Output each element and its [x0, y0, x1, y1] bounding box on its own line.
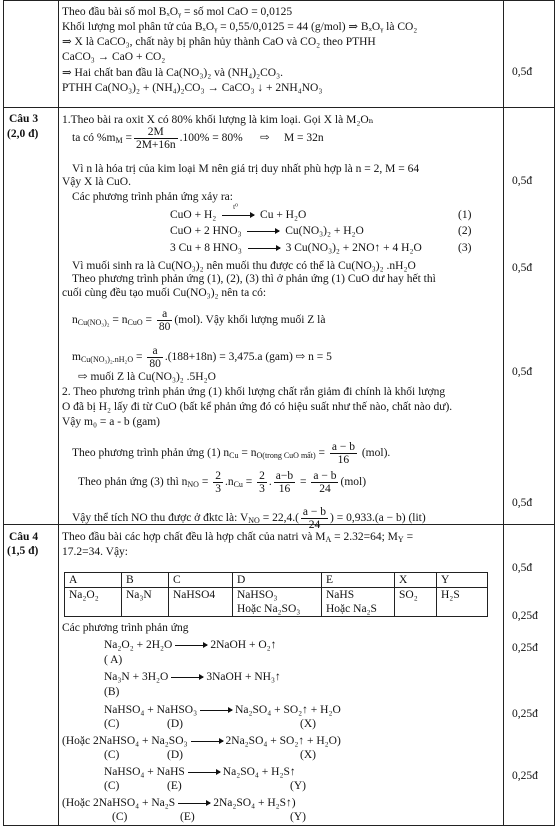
table-header-cell: Y	[437, 573, 488, 588]
q3-line-8: cuối cùng đều tạo muối Cu(NO₃)₂ nên ta có:	[62, 287, 267, 299]
question-3-points: (2,0 đ)	[7, 128, 39, 140]
q3-score-2: 0,5đ	[512, 262, 533, 274]
cell-text: SO₂	[399, 589, 418, 601]
q3-m-fraction	[147, 345, 163, 370]
q3-line-5: Các phương trình phản ứng xảy ra:	[72, 191, 233, 203]
arrow-icon	[188, 772, 220, 773]
part1-score: 0,5đ	[512, 66, 533, 78]
q3-ncu-den: 16	[337, 454, 350, 466]
table-left-border	[3, 0, 4, 826]
q3-line-4: Vậy X là CuO.	[62, 176, 131, 188]
q3-n-eq2: =	[145, 314, 153, 327]
q3-nno-sub: NO	[187, 480, 199, 490]
table-cell	[395, 588, 437, 617]
q4-reaction-1	[104, 639, 276, 652]
table-cell	[233, 588, 322, 617]
q4-score-5: 0,25đ	[512, 770, 538, 782]
q4-r4-left: (Hoặc 2NaHSO₄ + Na₂SO₃	[62, 735, 188, 747]
q4-l1-tail: =	[403, 531, 414, 543]
q3-eq3-left: 3 Cu + 8 HNO₃	[170, 242, 242, 254]
q3-nno-dot: .n	[224, 476, 234, 489]
q3-m-num: a	[147, 345, 163, 358]
row-divider-1	[3, 107, 554, 108]
q4-r2-left: Na₃N + 3H₂O	[104, 671, 169, 683]
cell-text: Na₃N	[126, 589, 152, 601]
q3-score-1: 0,5đ	[512, 175, 533, 187]
q3-ncu-eq2: =	[315, 447, 325, 460]
q3-nno-tail: (mol)	[340, 476, 367, 489]
table-row	[65, 588, 488, 617]
q4-score-3: 0,25đ	[512, 642, 538, 654]
table-col-divider-1	[58, 0, 59, 826]
part1-line-4: CaCO₃ → CaO + CO₂	[62, 51, 166, 63]
table-top-border	[3, 0, 554, 1]
q3-n-tail: (mol). Vậy khối lượng muối Z là	[174, 314, 326, 327]
q3-v-fraction	[301, 506, 328, 531]
q4-r1-left: Na₂O₂ + 2H₂O	[104, 639, 173, 651]
table-cell	[122, 588, 169, 617]
q4-r4-right: 2Na₂SO₄ + SO₂↑ + H₂O)	[225, 735, 341, 747]
q3-eq3-right: 3 Cu(NO₃)₂ + 2NO↑ + 4 H₂O	[285, 242, 422, 254]
q3-n-sub2: CuO	[127, 318, 143, 328]
q3-line-1: 1.Theo bài ra oxit X có 80% khối lượng là kim loại. Gọi X là M₂Oₙ	[62, 114, 374, 126]
q3-v-den: 24	[308, 519, 321, 531]
question-4-points: (1,5 đ)	[7, 545, 39, 557]
q4-r3-left: NaHSO₄ + NaHSO₃	[104, 704, 198, 716]
q4-reaction-5	[104, 766, 296, 779]
q4-l1-sub: A	[325, 535, 332, 544]
q4-r5-label-y: (Y)	[290, 780, 306, 792]
q3-pct-fraction	[134, 126, 178, 151]
q4-r6-right: 2Na₂SO₄ + H₂S↑)	[213, 797, 296, 809]
table-header-row	[65, 573, 488, 588]
q3-line-7: Theo phương trình phản ứng (1), (2), (3) thì ở phản ứng (1) CuO dư hay hết thì	[72, 273, 436, 285]
q3-ncu-equation	[72, 441, 390, 466]
part1-line-6: PTHH Ca(NO₃)₂ + (NH₄)₂CO₃ → CaCO₃ ↓ + 2NH₄NO₃	[62, 82, 323, 94]
q4-r3-label-d: (D)	[167, 718, 183, 730]
q4-r3-right: Na₂SO₄ + SO₂↑ + H₂O	[235, 704, 341, 716]
q3-percent-equation: ta có $\%m_M$ = $\frac{2M}{2M+16n}$ .100% = 80% ⇨ M = 32n	[72, 126, 324, 151]
q3-ncu-text: Theo phương trình phản ứng (1) n	[72, 447, 230, 460]
q3-v-num: a − b	[302, 506, 327, 518]
q3-nno-frac2	[257, 470, 267, 495]
q3-mass-equation	[72, 345, 332, 370]
q3-eq2-left: CuO + 2 HNO₃	[170, 225, 242, 237]
q4-score-4: 0,25đ	[512, 708, 538, 720]
q4-r3-label-x: (X)	[300, 718, 316, 730]
q3-pct-den: 2M+16n	[135, 139, 176, 151]
q3-nno-den4: 24	[319, 483, 331, 495]
cell-text: Hoặc Na₂SO₃	[237, 603, 301, 615]
q3-eq2-right: Cu(NO₃)₂ + H₂O	[285, 225, 364, 237]
q3-n-fraction	[157, 308, 173, 333]
q3-v-sub: NO	[248, 516, 260, 526]
q3-nno-eq3: =	[297, 476, 307, 489]
q3-line-11: ⇨ muối Z là Cu(NO₃)₂ .5H₂O	[78, 371, 216, 383]
q3-nno-equation: Theo phản ứng (3) thì $n_{NO}$ = $\frac{2}{3}$ $.n_{Cu}$ = $\frac{2}{3}$ . $\frac{a-b}{16}$ = $\frac{a - b}{24}$ (mol)	[78, 470, 367, 495]
q3-eq1-left: CuO + H₂	[170, 209, 217, 221]
q4-score-2: 0,25đ	[512, 610, 538, 622]
q3-ncu-tail: (mol).	[358, 447, 391, 460]
q3-ncu-eq: = n	[238, 447, 257, 460]
table-header-cell: B	[122, 573, 169, 588]
arrow-icon	[248, 248, 280, 249]
arrow-icon	[178, 803, 210, 804]
q3-nno-frac3	[274, 470, 295, 495]
arrow-icon	[200, 710, 232, 711]
table-cell	[65, 588, 122, 617]
part1-line-3: ⇒ X là CaCO₃, chất này bị phân hủy thành CaO và CO₂ theo PTHH	[62, 36, 376, 48]
q4-r5-label-e: (E)	[167, 780, 182, 792]
q3-nno-frac1	[213, 470, 223, 495]
cell-text: Hoặc Na₂S	[326, 603, 377, 615]
table-cell	[169, 588, 233, 617]
q3-m-den: 80	[149, 358, 161, 370]
cell-text: NaHS	[326, 589, 355, 601]
cell-text: NaHSO4	[173, 589, 216, 601]
q3-eq3-number: (3)	[458, 242, 472, 254]
arrow-icon	[247, 231, 279, 232]
q4-r5-right: Na₂SO₄ + H₂S↑	[222, 766, 296, 778]
table-cell	[437, 588, 488, 617]
q4-r1-label: ( A)	[104, 654, 123, 666]
q3-volume-equation	[72, 506, 426, 531]
q3-nno-text: Theo phản ứng (3) thì n	[78, 476, 188, 489]
cell-text: H₂S	[441, 589, 460, 601]
q4-r2-label: (B)	[104, 686, 120, 698]
q3-m-eq: =	[135, 351, 143, 364]
arrow-icon	[171, 677, 203, 678]
q3-nno-num2: 2	[259, 470, 265, 482]
q3-line-12: 2. Theo phương trình phản ứng (1) khối lượng chất rắn giảm đi chính là khối lượng	[62, 386, 446, 398]
cell-text: NaHSO₃	[237, 589, 278, 601]
q4-line-3: Các phương trình phản ứng	[62, 622, 189, 634]
q3-line-13: O đã bị H₂ lấy đi từ CuO (bất kể phản ứng đó có hiệu suất như thế nào, chất nào dư).	[62, 401, 453, 413]
q3-m-symbol: m	[72, 351, 81, 364]
q3-n-den: 80	[158, 321, 171, 333]
q4-reaction-6	[62, 797, 296, 810]
q3-n-symbol: n	[72, 314, 78, 327]
arrow-icon	[191, 741, 223, 742]
q3-eq-3	[170, 242, 422, 255]
q3-nno-den1: 3	[215, 483, 221, 495]
q3-pct-num: 2M	[134, 126, 178, 139]
q3-score-4: 0,5đ	[512, 497, 533, 509]
q3-pct-result: M = 32n	[283, 132, 324, 145]
table-header-cell: X	[395, 573, 437, 588]
q4-reaction-3	[104, 704, 341, 717]
q4-r6-label-y: (Y)	[290, 811, 306, 823]
q3-pct-tail: .100% = 80%	[179, 132, 243, 145]
q3-nno-sub2: Cu	[233, 480, 243, 490]
q4-r6-label-e: (E)	[180, 811, 195, 823]
q4-line-1	[62, 531, 413, 544]
table-cell	[322, 588, 395, 617]
q3-ncu-fraction	[330, 441, 357, 466]
part1-line-1: Theo đầu bài số mol BₓOᵧ = số mol CaO = 0,0125	[62, 6, 293, 18]
cell-text: Na₂O₂	[69, 589, 99, 601]
q3-n-eq: = n	[112, 314, 128, 327]
q3-nno-num3: a−b	[275, 470, 294, 482]
table-header-cell: E	[322, 573, 395, 588]
arrow-icon	[175, 645, 207, 646]
q4-r4-label-x: (X)	[300, 749, 316, 761]
table-right-border	[554, 0, 555, 826]
q4-r5-label-c: (C)	[104, 780, 120, 792]
table-header-cell: D	[233, 573, 322, 588]
q3-nno-eq: =	[198, 476, 209, 489]
q3-nno-num4: a − b	[313, 470, 337, 482]
q3-score-3: 0,5đ	[512, 366, 533, 378]
table-header-cell: C	[169, 573, 233, 588]
q3-ncu-sub2: O(trong CuO mất)	[256, 451, 316, 461]
q3-line-3: Vì n là hóa trị của kim loại M nên giá trị duy nhất phù hợp là n = 2, M = 64	[72, 163, 420, 175]
q4-r4-label-c: (C)	[104, 749, 120, 761]
q3-nno-den2: 3	[259, 483, 265, 495]
q3-m-tail: .(188+18n) = 3,475.a (gam) ⇨ n = 5	[164, 351, 332, 364]
q3-v-text: Vậy thể tích NO thu được ở đktc là: V	[72, 512, 249, 525]
part1-line-5: ⇒ Hai chất ban đầu là Ca(NO₃)₂ và (NH₄)₂CO₃.	[62, 67, 283, 79]
q4-r4-label-d: (D)	[167, 749, 183, 761]
q4-r6-label-c: (C)	[112, 811, 128, 823]
table-header-cell: A	[65, 573, 122, 588]
q3-eq1-number: (1)	[458, 209, 472, 221]
question-3-label: Câu 3	[9, 113, 39, 125]
q3-eq-2	[170, 225, 364, 238]
compound-table	[64, 572, 488, 617]
q3-m-sub: Cu(NO₃)₂.nH₂O	[80, 355, 134, 365]
q3-nno-frac4	[311, 470, 338, 495]
q3-pct-sub: M	[115, 136, 123, 146]
q3-nno-eq2: =	[242, 476, 253, 489]
q4-r1-right: 2NaOH + O₂↑	[210, 639, 277, 651]
q4-r2-right: 3NaOH + NH₃↑	[206, 671, 281, 683]
q4-reaction-2	[104, 671, 281, 684]
q3-ncu-num: a − b	[331, 441, 355, 453]
q4-r5-left: NaHSO₄ + NaHS	[104, 766, 185, 778]
q4-l1-sub2: Y	[397, 535, 404, 544]
q4-line-2: 17.2=34. Vậy:	[62, 546, 129, 558]
q4-score-1: 0,5đ	[512, 562, 533, 574]
q4-l1-text: Theo đầu bài các hợp chất đều là hợp chất của natri và M	[62, 531, 326, 543]
q3-ncu-sub: Cu	[229, 451, 239, 461]
table-bottom-border	[3, 825, 554, 826]
q3-line-6: Vì muối sinh ra là Cu(NO₃)₂ nên muối thu được có thể là Cu(NO₃)₂ .nH₂O	[72, 260, 416, 272]
q3-eq2-number: (2)	[458, 225, 472, 237]
q4-r6-left: (Hoặc 2NaHSO₄ + Na₂S	[62, 797, 176, 809]
q3-v-tail: ) = 0,933.(a − b) (lit)	[330, 512, 426, 525]
table-col-divider-2	[503, 0, 504, 826]
q3-nno-den3: 16	[278, 483, 291, 495]
q3-n-sub: Cu(NO₃)₂	[77, 318, 110, 328]
q3-eq1-right: Cu + H₂O	[260, 209, 307, 221]
q4-r3-label-c: (C)	[104, 718, 120, 730]
q3-mole-equation	[72, 308, 325, 333]
q3-nno-num1: 2	[215, 470, 221, 482]
part1-line-2: Khối lượng mol phân tử của BₓOᵧ = 0,55/0,0125 = 44 (g/mol) ⇒ BₓOᵧ là CO₂	[62, 21, 418, 33]
arrow-icon: t⁰	[222, 215, 254, 216]
q4-reaction-4	[62, 735, 341, 748]
q4-l1-mid: = 2.32=64; M	[331, 531, 398, 543]
q3-implies-icon: ⇨	[259, 132, 270, 145]
q3-line-14: Vậy m₀ = a - b (gam)	[62, 416, 160, 428]
q3-v-eq: = 22,4.(	[259, 512, 299, 525]
q3-eq-1	[170, 202, 307, 222]
q3-n-num: a	[157, 308, 173, 321]
q3-pct-text: ta có %m	[72, 132, 116, 145]
question-4-label: Câu 4	[9, 531, 39, 543]
